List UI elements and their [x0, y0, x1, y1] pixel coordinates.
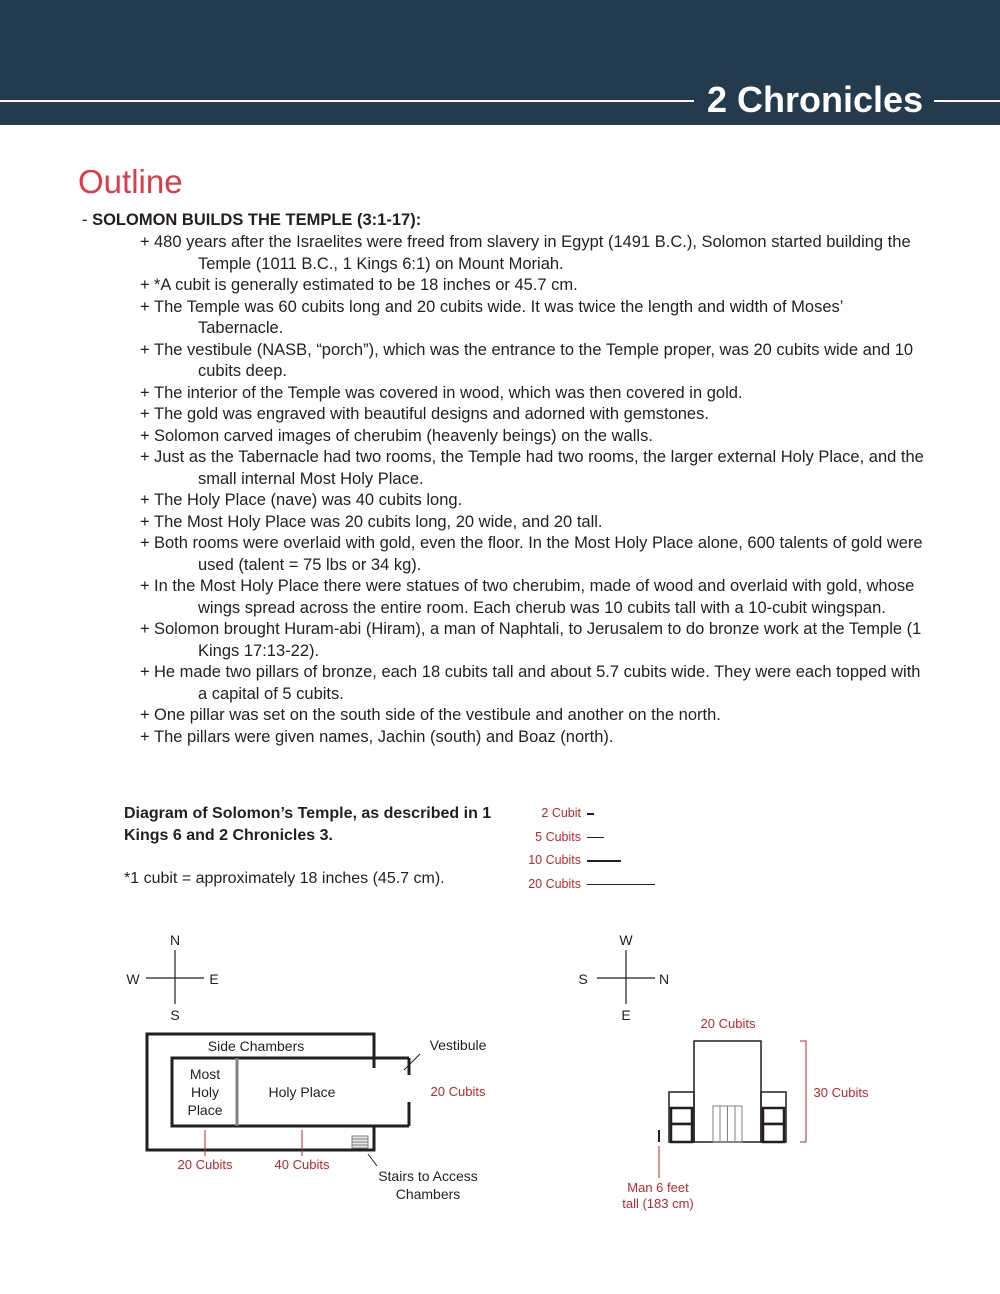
scale-bar — [587, 860, 621, 862]
section-heading — [82, 209, 421, 231]
scale-bar — [587, 837, 604, 839]
header-rule-right — [934, 100, 1000, 102]
book-title: 2 Chronicles — [706, 79, 924, 120]
diagram-caption: Diagram of Solomon’s Temple, as described in 1 Kings 6 and 2 Chronicles 3. — [124, 805, 492, 844]
bullet-text: *A cubit is generally estimated to be 18 inches or 45.7 cm. — [154, 276, 578, 294]
bullet-marker: + — [140, 340, 150, 359]
elevation-compass — [578, 932, 669, 1023]
bullet-text: Just as the Tabernacle had two rooms, the Temple had two rooms, the larger external Holy Place, and the small internal Most Holy Place. — [154, 448, 924, 488]
elevation-compass-top: W — [619, 932, 633, 948]
elevation-compass-left: S — [578, 971, 588, 987]
scale-label: 10 Cubits — [528, 853, 581, 867]
outline-bullet-list — [140, 232, 930, 748]
bullet-text: 480 years after the Israelites were freed from slavery in Egypt (1491 B.C.), Solomon started building the Temple (1011 B.C., 1 Kings 6:1) on Mount Moriah. — [154, 233, 911, 273]
side-chambers-label: Side Chambers — [207, 1038, 305, 1054]
bullet-text: The Holy Place (nave) was 40 cubits long. — [154, 491, 463, 509]
bullet-marker: + — [140, 620, 150, 638]
stairs-label-2: Chambers — [395, 1186, 461, 1202]
floor-plan-dimensions — [178, 1084, 486, 1172]
outline-bullet — [140, 490, 930, 512]
elevation-right-chamber — [761, 1092, 786, 1142]
bullet-text: In the Most Holy Place there were statues of two cherubim, made of wood and overlaid with gold, whose wings spread across the entire room. Each cherub was 10 cubits tall with a 10-cubit wingspan. — [154, 577, 915, 617]
bullet-text: Solomon carved images of cherubim (heavenly beings) on the walls. — [154, 426, 653, 445]
vestibule-pointer — [404, 1054, 420, 1070]
plan-compass-west: W — [126, 971, 140, 987]
elevation-width-label: 20 Cubits — [700, 1016, 756, 1031]
scale-label: 5 Cubits — [535, 829, 581, 844]
man-label-2: tall (183 cm) — [622, 1196, 694, 1211]
plan-inner-wall — [172, 1058, 374, 1126]
bullet-text: One pillar was set on the south side of the vestibule and another on the north. — [154, 706, 721, 724]
stairs-icon — [352, 1136, 368, 1148]
outline-bullet — [140, 705, 930, 727]
bullet-marker: + — [140, 405, 150, 423]
elevation-main-building — [694, 1041, 761, 1142]
outline-bullet — [140, 533, 930, 576]
plan-width-label: 20 Cubits — [430, 1084, 486, 1099]
holy-length-label: 40 Cubits — [274, 1157, 330, 1172]
temple-elevation — [659, 1041, 806, 1178]
outline-bullet — [140, 576, 930, 619]
section-title: SOLOMON BUILDS THE TEMPLE (3:1-17): — [92, 211, 422, 229]
bullet-marker: + — [140, 297, 150, 316]
cubit-note: *1 cubit = approximately 18 inches (45.7 cm). — [124, 870, 445, 887]
outline-bullet — [140, 297, 930, 340]
scale-bar — [587, 884, 655, 886]
vestibule-label: Vestibule — [429, 1037, 487, 1053]
outline-bullet — [140, 426, 930, 448]
outline-bullet — [140, 404, 930, 426]
elevation-right-pillar-top — [763, 1108, 784, 1124]
outline-bullet — [140, 727, 930, 749]
plan-compass-east: E — [209, 971, 219, 987]
bullet-marker: + — [140, 663, 150, 681]
elevation-left-chamber — [669, 1092, 694, 1142]
page-header — [0, 0, 1000, 125]
floor-plan — [147, 1034, 420, 1166]
outline-bullet — [140, 447, 930, 490]
elevation-door — [713, 1106, 742, 1142]
bullet-text: Solomon brought Huram-abi (Hiram), a man of Naphtali, to Jerusalem to do bronze work at the Temple (1 Kings 17:13-22). — [154, 620, 922, 660]
bullet-text: He made two pillars of bronze, each 18 cubits tall and about 5.7 cubits wide. They were each topped with a capital of 5 cubits. — [154, 663, 921, 703]
outline-bullet — [140, 383, 930, 405]
outline-bullet — [140, 662, 930, 705]
bullet-marker: + — [140, 491, 150, 509]
outline-bullet — [140, 275, 930, 297]
scale-label: 2 Cubit — [541, 806, 581, 820]
section-dash: - — [82, 211, 88, 229]
plan-outer-wall — [147, 1034, 374, 1150]
outline-bullet — [140, 619, 930, 662]
bullet-text: Both rooms were overlaid with gold, even the floor. In the Most Holy Place alone, 600 talents of gold were used (talent = 75 lbs or 34 kg). — [154, 534, 923, 574]
plan-compass — [126, 932, 218, 1023]
bullet-marker: + — [140, 426, 150, 445]
outline-bullet — [140, 232, 930, 275]
outline-heading: Outline — [78, 163, 183, 200]
plan-compass-north: N — [169, 932, 181, 948]
elevation-left-pillar-top — [671, 1108, 692, 1124]
scale-label: 20 Cubits — [528, 876, 581, 891]
floor-plan-labels — [187, 1037, 486, 1202]
bullet-marker: + — [140, 727, 150, 746]
elevation-height-label: 30 Cubits — [813, 1085, 869, 1100]
most-holy-length-label: 20 Cubits — [177, 1157, 233, 1172]
elevation-labels — [622, 1016, 869, 1211]
scale-bar — [587, 813, 594, 815]
elevation-right-pillar-base — [763, 1124, 784, 1142]
bullet-marker: + — [140, 706, 150, 724]
bullet-marker: + — [140, 512, 150, 531]
most-holy-label-3: Place — [187, 1102, 223, 1118]
plan-compass-south: S — [170, 1007, 180, 1023]
bullet-text: The Temple was 60 cubits long and 20 cubits wide. It was twice the length and width of Moses’ Tabernacle. — [154, 297, 843, 337]
most-holy-label-1: Most — [189, 1066, 221, 1082]
most-holy-label-2: Holy — [190, 1084, 220, 1100]
holy-place-label: Holy Place — [268, 1084, 336, 1100]
elevation-compass-right: N — [658, 971, 670, 987]
bullet-text: The vestibule (NASB, “porch”), which was the entrance to the Temple proper, was 20 cubits wide and 10 cubits deep. — [154, 340, 914, 380]
stairs-pointer — [368, 1154, 377, 1166]
bullet-text: The Most Holy Place was 20 cubits long, 20 wide, and 20 tall. — [154, 512, 603, 531]
bullet-marker: + — [140, 383, 150, 402]
bullet-text: The pillars were given names, Jachin (south) and Boaz (north). — [154, 727, 614, 746]
height-bracket — [800, 1041, 806, 1142]
bullet-text: The interior of the Temple was covered in wood, which was then covered in gold. — [154, 383, 743, 402]
man-label-1: Man 6 feet — [627, 1180, 689, 1195]
bullet-marker: + — [140, 448, 150, 466]
stairs-label-1: Stairs to Access — [378, 1168, 478, 1184]
header-rule-left — [0, 100, 694, 102]
outline-bullet — [140, 512, 930, 534]
elevation-compass-bottom: E — [621, 1007, 631, 1023]
outline-bullet — [140, 340, 930, 383]
bullet-marker: + — [140, 276, 150, 294]
bullet-text: The gold was engraved with beautiful designs and adorned with gemstones. — [154, 405, 709, 423]
bullet-marker: + — [140, 577, 150, 595]
bullet-marker: + — [140, 233, 150, 251]
elevation-left-pillar-base — [671, 1124, 692, 1142]
bullet-marker: + — [140, 534, 150, 552]
